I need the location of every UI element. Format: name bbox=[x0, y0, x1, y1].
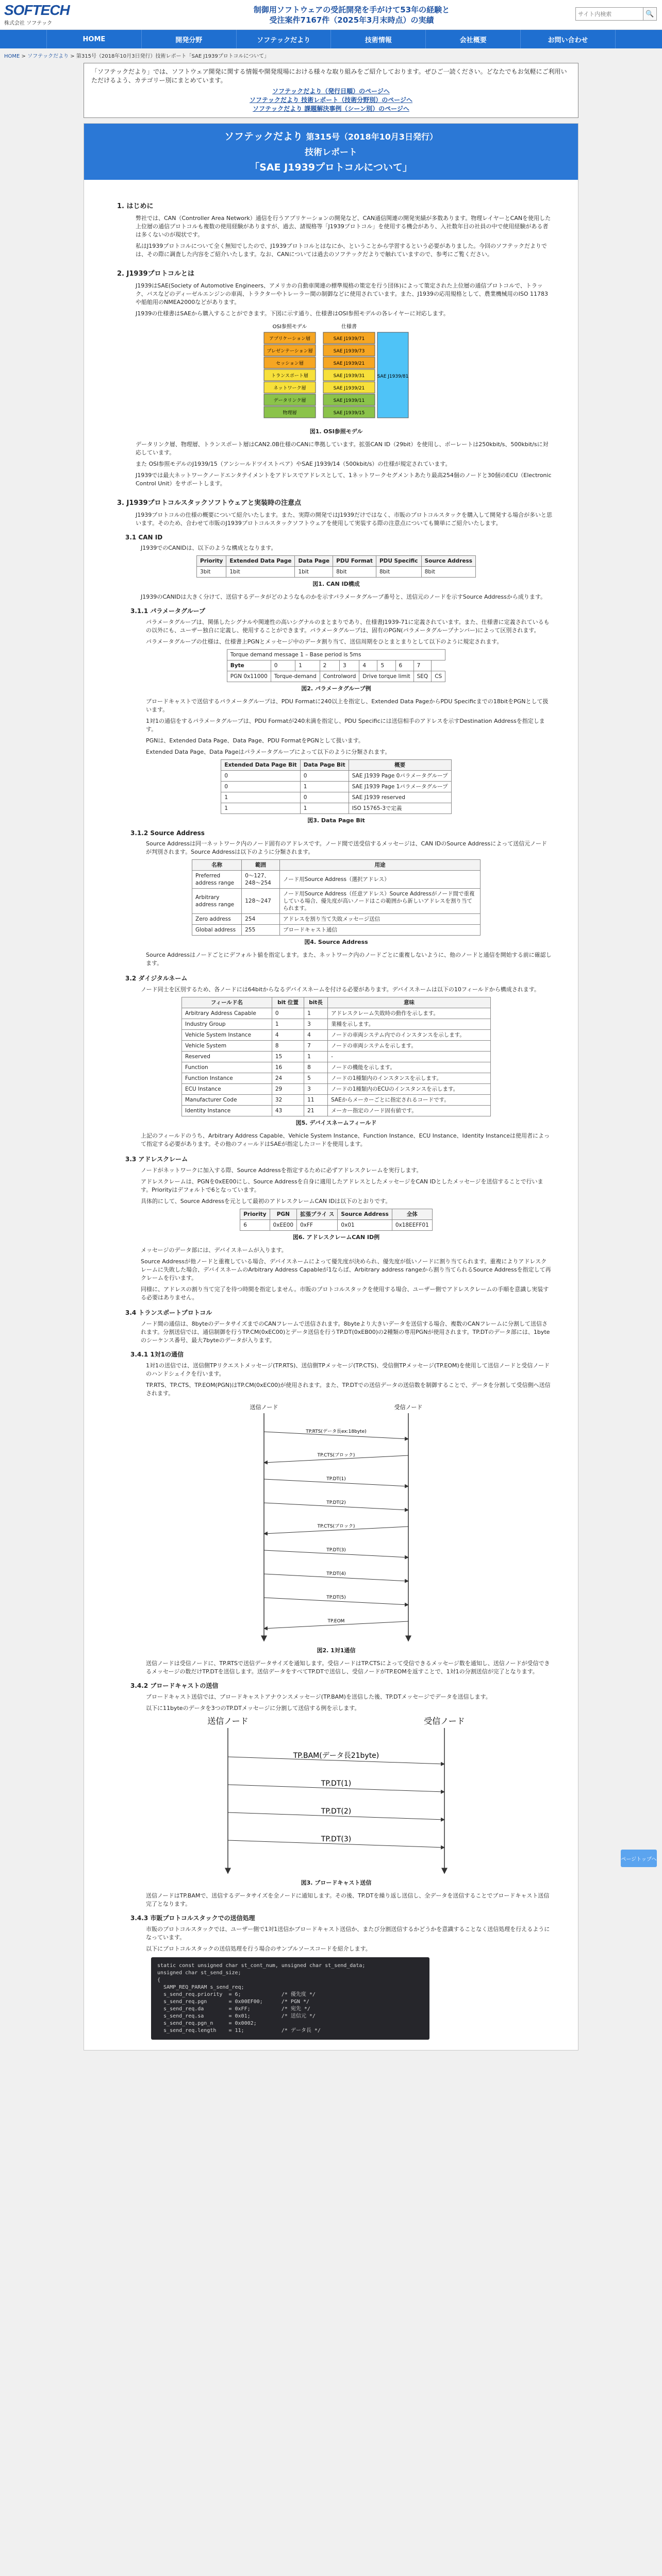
breadcrumb-home[interactable]: HOME bbox=[4, 54, 20, 59]
paragraph: アドレスクレームは、PGNを0xEE00にし、Source Addressを自身に適用したアドレスとしたメッセージをCAN IDとしたメッセージを送信することで行います。Priorityはデフォルトで6となっています。 bbox=[141, 1178, 543, 1193]
one-to-one-sequence-diagram bbox=[228, 1401, 444, 1643]
article-banner bbox=[84, 124, 578, 180]
table-cell: 8 bbox=[272, 1041, 304, 1052]
figure-caption: 図1. CAN ID構成 bbox=[312, 581, 360, 587]
table-cell: ISO 15765-3で定義 bbox=[349, 803, 451, 814]
paragraph: データリンク層、物理層、トランスポート層はCAN2.0B仕様のCANに準拠しています。拡張CAN ID（29bit）を使用し、ボーレートは250kbit/s、500kbit/sに対応しています。 bbox=[136, 441, 549, 456]
table-cell: 0xFF bbox=[297, 1220, 338, 1231]
paragraph: 1対1の通信をするパラメータグループは、PDU Formatが240未満を指定し、PDU Specificには送信相手のアドレスを示すDestination Addressを指定します。 bbox=[146, 718, 545, 733]
osi-header-model: OSI参照モデル bbox=[272, 324, 307, 330]
table-cell: 0 bbox=[271, 660, 295, 671]
code-line: static const unsigned char st_cont_num, unsigned char st_send_data; bbox=[157, 1963, 366, 1969]
table-cell: 254 bbox=[242, 914, 280, 925]
table-cell: ノードの1種類内のインスタンスを示します。 bbox=[328, 1073, 491, 1084]
osi-layer-label: トランスポート層 bbox=[271, 374, 308, 379]
notice-text: 「ソフテックだより」では、ソフトウェア開発に関する情報や開発現場における様々な取り組みをご紹介しております。ぜひご一読ください。どなたでもお気軽にご利用いただけるよう、カテゴリー別にまとめています。 bbox=[91, 68, 567, 84]
table-header: 意味 bbox=[328, 997, 491, 1008]
table-cell: Identity Instance bbox=[182, 1106, 272, 1116]
table-cell: ブロードキャスト通信 bbox=[280, 925, 481, 936]
table-cell: 業種を示します。 bbox=[328, 1019, 491, 1030]
table-row bbox=[221, 782, 451, 792]
table-row bbox=[182, 1008, 491, 1019]
osi-header-spec: 仕様書 bbox=[341, 324, 357, 330]
table-cell: 29 bbox=[272, 1084, 304, 1095]
table-cell: PGN 0x11000 bbox=[227, 671, 271, 682]
table-header: Data Page bbox=[295, 556, 333, 567]
table-cell: 32 bbox=[272, 1095, 304, 1106]
headline-line-2: 受注案件7167件（2025年3月末時点）の実績 bbox=[269, 15, 434, 25]
table-cell: 3 bbox=[340, 660, 359, 671]
table-cell: 1 bbox=[300, 782, 349, 792]
message-label: TP.DT(1) bbox=[321, 1780, 352, 1788]
table-cell: 1 bbox=[272, 1019, 304, 1030]
table-header: 概要 bbox=[349, 760, 451, 771]
nav-contact[interactable]: お問い合わせ bbox=[521, 30, 616, 48]
nav-tech-info[interactable]: 技術情報 bbox=[331, 30, 426, 48]
table-cell: 0 bbox=[221, 771, 300, 782]
table-cell: Torque-demand bbox=[271, 671, 320, 682]
table-row bbox=[182, 1062, 491, 1073]
receiver-label: 受信ノード bbox=[424, 1716, 465, 1726]
message-label: TP.DT(5) bbox=[326, 1595, 346, 1600]
message-label: TP.RTS(データ長ex:18byte) bbox=[306, 1429, 367, 1434]
message-label: TP.DT(1) bbox=[326, 1477, 346, 1482]
paragraph: J1939はSAE(Society of Automotive Engineers、アメリカの自動車関連の標準規格の策定を行う団体)によって策定された上位層の通信プロトコルで、トラック、バスなどのディーゼルエンジンの車両、トラクターやトレーラー間の制御などに使用されています。また、J1939の応用規格として、農業機械用のISO 11783や船舶用のNMEA2000などがあります。 bbox=[136, 282, 548, 306]
subsection-heading: 3.4 トランスポートプロトコル bbox=[125, 1309, 212, 1316]
subsection-heading: 3.1 CAN ID bbox=[125, 534, 163, 541]
main-nav bbox=[0, 30, 662, 48]
table-cell: 6 bbox=[395, 660, 413, 671]
spec-label: SAE J1939/73 bbox=[333, 349, 365, 354]
code-line: s_send_req.length = 11; /* データ長 */ bbox=[157, 2028, 321, 2033]
paragraph: 1対1の送信では、送信側TPリクエストメッセージ(TP.RTS)、送信側TPメッセージ(TP.CTS)、受信側TPメッセージ(TP.EOM)を使用して送信ノードと受信ノードのハンドシェイクを行います。 bbox=[146, 1362, 550, 1377]
table-row bbox=[221, 771, 451, 782]
spec-label: SAE J1939/21 bbox=[333, 361, 365, 366]
banner-topic: 「SAE J1939プロトコルについて」 bbox=[250, 162, 412, 173]
table-cell: 4 bbox=[304, 1030, 328, 1041]
table-cell: 1 bbox=[304, 1008, 328, 1019]
table-row bbox=[240, 1220, 433, 1231]
table-row bbox=[182, 1084, 491, 1095]
company-name: 株式会社 ソフテック bbox=[4, 21, 53, 26]
table-cell: 8bit bbox=[421, 567, 475, 578]
subsection-heading: 3.4.1 1対1の通信 bbox=[130, 1351, 184, 1358]
table-cell: 0 bbox=[300, 792, 349, 803]
table-cell: 8 bbox=[304, 1062, 328, 1073]
data-page-table bbox=[221, 759, 451, 814]
table-cell: Reserved bbox=[182, 1052, 272, 1062]
code-line: s_send_req.pgn = 0x00EF00; /* PGN */ bbox=[157, 1999, 310, 2005]
figure-caption: 図1. OSI参照モデル bbox=[309, 428, 363, 435]
table-cell: 1 bbox=[221, 803, 300, 814]
table-header: Extended Data Page Bit bbox=[221, 760, 300, 771]
table-cell: 1 bbox=[221, 792, 300, 803]
table-cell: 8bit bbox=[333, 567, 376, 578]
table-cell: 3 bbox=[304, 1019, 328, 1030]
table-cell: ノードの車両システムを示します。 bbox=[328, 1041, 491, 1052]
table-header: Extended Data Page bbox=[226, 556, 295, 567]
subsection-heading: 3.2 ダイジタルネーム bbox=[125, 975, 188, 982]
notice-link-by-scene[interactable]: ソフテックだより 課題解決事例（シーン別）のページへ bbox=[253, 105, 409, 112]
headline-line-1: 制御用ソフトウェアの受託開発を手がけて53年の経験と bbox=[253, 5, 450, 14]
table-cell: アドレスクレーム失敗時の動作を示します。 bbox=[328, 1008, 491, 1019]
paragraph: J1939プロトコルの仕様の概要について紹介いたします。また、実際の開発ではJ1939だけではなく、市販のプロトコルスタックを購入して開発する場合が多いと思います。そのため、合わせて市販のJ1939プロトコルスタックソフトウェアを使用して実装する際の注意点についても簡単にご紹介いたします。 bbox=[136, 512, 552, 527]
osi-layer-label: プレゼンテーション層 bbox=[267, 349, 313, 354]
table-cell: 0 bbox=[221, 782, 300, 792]
table-cell: Zero address bbox=[192, 914, 242, 925]
address-claim-table bbox=[240, 1209, 433, 1231]
table-row bbox=[221, 803, 451, 814]
paragraph: パラメータグループの仕様は、仕様書上PGNとメッセージ中のデータ割り当て、送信周期をひとまとまりとして以下のように規定されます。 bbox=[146, 638, 503, 645]
spec-side-label: SAE J1939/81 bbox=[377, 374, 409, 379]
message-label: TP.BAM(データ長21byte) bbox=[293, 1752, 379, 1760]
code-line: s_send_req.da = 0xFF; /* 宛先 */ bbox=[157, 2006, 310, 2012]
figure-caption: 図3. Data Page Bit bbox=[307, 817, 365, 824]
section-heading: 2. J1939プロトコルとは bbox=[117, 270, 195, 278]
table-cell: 0xEE00 bbox=[270, 1220, 297, 1231]
table-cell: 7 bbox=[413, 660, 432, 671]
table-row bbox=[182, 1030, 491, 1041]
table-cell: 128〜247 bbox=[242, 889, 280, 914]
table-header: 拡張プライ ス bbox=[297, 1209, 338, 1220]
table-header: bit 位置 bbox=[272, 997, 304, 1008]
table-cell: - bbox=[328, 1052, 491, 1062]
table-cell: Function Instance bbox=[182, 1073, 272, 1084]
message-label: TP.DT(3) bbox=[321, 1835, 352, 1843]
table-cell: Arbitrary address range bbox=[192, 889, 242, 914]
subsection-heading: 3.1.2 Source Address bbox=[130, 829, 205, 837]
banner-type: 技術レポート bbox=[305, 147, 357, 158]
table-cell: 255 bbox=[242, 925, 280, 936]
table-cell: 1bit bbox=[295, 567, 333, 578]
code-line: SAMP_REQ_PARAM s_send_req; bbox=[157, 1985, 244, 1990]
article-content bbox=[84, 180, 578, 2050]
table-row bbox=[182, 1095, 491, 1106]
osi-layer-label: アプリケーション層 bbox=[269, 336, 311, 342]
breadcrumb-section[interactable]: ソフテックだより bbox=[27, 54, 69, 59]
table-row bbox=[192, 914, 481, 925]
table-cell: 0x18EEFF01 bbox=[392, 1220, 432, 1231]
paragraph: また OSI参照モデルのJ1939/15（アンシールドツイストペア）やSAE J1939/14（500kbit/s）の仕様が規定されています。 bbox=[136, 461, 451, 467]
message-label: TP.DT(2) bbox=[321, 1807, 352, 1816]
table-cell: 15 bbox=[272, 1052, 304, 1062]
figure-caption: 図2. パラメータグループ例 bbox=[301, 685, 371, 692]
breadcrumb bbox=[0, 48, 662, 60]
table-cell: 24 bbox=[272, 1073, 304, 1084]
message-label: TP.DT(3) bbox=[326, 1548, 346, 1553]
paragraph: Source Addressが他ノードと重複している場合、デバイスネームによって優先度が決められ、優先度が低いノードに割り当てられます。重複によりアドレスクレームに失敗した場合、デバイスネームのArbitrary Address Capableが1ならば、Arbitrary address rangeから割り当てられるSource Addressを指定して再クレームを行います。 bbox=[141, 1258, 551, 1281]
table-header: bit長 bbox=[304, 997, 328, 1008]
paragraph: 送信ノードはTP.BAMで、送信するデータサイズを全ノードに通知します。その後、TP.DTを繰り返し送信し、全データを送信することでブロードキャスト送信完了となります。 bbox=[146, 1892, 550, 1907]
can-id-table bbox=[196, 555, 476, 578]
paragraph: 送信ノードは受信ノードに、TP.RTSで送信データサイズを通知します。受信ノードはTP.CTSによって受信できるメッセージ数を通知し、送信ノードが受信できるメッセージの数だけTP.DTを送信します。送信データをすべてTP.DTで送信し、受信ノードがTP.EOMを返すことで、1対1の分割送信が完了となります。 bbox=[146, 1660, 550, 1675]
paragraph: メッセージのデータ部には、デバイスネームが入ります。 bbox=[141, 1247, 287, 1253]
spec-label: SAE J1939/15 bbox=[333, 411, 365, 416]
figure-caption: 図3. ブロードキャスト送信 bbox=[301, 1879, 372, 1886]
table-cell: 7 bbox=[304, 1041, 328, 1052]
table-cell: Vehicle System bbox=[182, 1041, 272, 1052]
table-row bbox=[221, 792, 451, 803]
table-cell: SAE J1939 Page 0パラメータグループ bbox=[349, 771, 451, 782]
section-heading: 3. J1939プロトコルスタックソフトウェアと実装時の注意点 bbox=[117, 499, 302, 507]
table-header: PDU Format bbox=[333, 556, 376, 567]
table-cell: SAE J1939 Page 1パラメータグループ bbox=[349, 782, 451, 792]
table-cell: 4 bbox=[272, 1030, 304, 1041]
message-label: TP.EOM bbox=[327, 1619, 345, 1624]
osi-model-diagram bbox=[259, 321, 413, 424]
parameter-group-table bbox=[227, 649, 445, 682]
table-header: PGN bbox=[270, 1209, 297, 1220]
message-label: TP.DT(2) bbox=[326, 1500, 346, 1505]
osi-layer-label: 物理層 bbox=[283, 411, 297, 416]
table-cell: Drive torque limit bbox=[359, 671, 413, 682]
section-heading: 1. はじめに bbox=[117, 202, 154, 210]
search-input[interactable] bbox=[575, 7, 643, 21]
table-header: 全体 bbox=[392, 1209, 432, 1220]
code-line: { bbox=[157, 1977, 161, 1983]
table-header: 名称 bbox=[192, 860, 242, 871]
table-header: Priority bbox=[197, 556, 226, 567]
paragraph: TP.RTS、TP.CTS、TP.EOM(PGN)はTP.CM(0xEC00)が使用されます。また、TP.DTでの送信データの送信数を制御することで、データを分割して受信側へ送信されます。 bbox=[146, 1382, 551, 1397]
site-header bbox=[0, 0, 662, 30]
table-cell: アドレスを割り当て失敗メッセージ送信 bbox=[280, 914, 481, 925]
brand-name: SOFTECH bbox=[4, 2, 70, 18]
table-cell: ノードの1種類内のECUのインスタンスを示します。 bbox=[328, 1084, 491, 1095]
breadcrumb-sep: > bbox=[20, 54, 28, 59]
table-cell: Global address bbox=[192, 925, 242, 936]
figure-caption: 図5. デバイスネームフィールド bbox=[295, 1120, 377, 1126]
table-cell: 0 bbox=[272, 1008, 304, 1019]
nav-company[interactable]: 会社概要 bbox=[426, 30, 521, 48]
table-cell: 43 bbox=[272, 1106, 304, 1116]
table-cell: ECU Instance bbox=[182, 1084, 272, 1095]
table-cell: ノードの車両システム内でのインスタンスを示します。 bbox=[328, 1030, 491, 1041]
table-header: フィールド名 bbox=[182, 997, 272, 1008]
nav-newsletter[interactable]: ソフテックだより bbox=[237, 30, 332, 48]
code-line: s_send_req.sa = 0x01; /* 送信元 */ bbox=[157, 2013, 316, 2019]
table-cell: ノード用Source Address（任意アドレス）Source Addressがノード間で重複している場合、優先度が高いノードはこの範囲から新しいアドレスを割り当てられます。 bbox=[280, 889, 481, 914]
table-cell: SEQ bbox=[413, 671, 432, 682]
paragraph: ブロードキャスト送信では、ブロードキャストアナウンスメッセージ(TP.BAM)を送信した後、TP.DTメッセージでデータを送信します。 bbox=[146, 1693, 491, 1700]
broadcast-sequence-diagram bbox=[192, 1716, 481, 1875]
message-label: TP.DT(4) bbox=[326, 1571, 346, 1577]
paragraph: J1939の仕様書はSAEから購入することができます。下図に示す通り、仕様書はOSI参照モデルの各レイヤーに対応します。 bbox=[136, 310, 449, 317]
table-cell: Byte bbox=[227, 660, 271, 671]
subsection-heading: 3.4.3 市販プロトコルスタックでの送信処理 bbox=[130, 1914, 255, 1922]
table-cell: SAEからメーカーごとに指定されるコードです。 bbox=[328, 1095, 491, 1106]
table-header: 用途 bbox=[280, 860, 481, 871]
table-row bbox=[182, 1073, 491, 1084]
table-cell: Torque demand message 1 – Base period is 5ms bbox=[227, 650, 445, 660]
paragraph: 具体的にして、Source Addressを元として最初のアドレスクレームCAN IDは以下のとおりです。 bbox=[141, 1198, 391, 1205]
table-row bbox=[182, 1019, 491, 1030]
page-top-button[interactable]: ページトップへ bbox=[621, 1850, 657, 1867]
message-label: TP.CTS(ブロック) bbox=[317, 1453, 355, 1458]
paragraph: 市販のプロトコルスタックでは、ユーザー側で1対1送信かブロードキャスト送信か、またび分割送信するかどうかを意識することなく送信処理を行えるようになっています。 bbox=[146, 1926, 550, 1941]
table-cell: 1 bbox=[300, 803, 349, 814]
paragraph: J1939でのCANIDは、以下のような構成となります。 bbox=[141, 545, 277, 551]
table-cell: 16 bbox=[272, 1062, 304, 1073]
table-cell: 5 bbox=[377, 660, 395, 671]
notice-links bbox=[91, 87, 571, 113]
search-button[interactable]: 🔍 bbox=[643, 7, 657, 21]
banner-title-line bbox=[84, 129, 578, 143]
osi-layer-label: セッション層 bbox=[276, 361, 304, 366]
table-cell: 4 bbox=[359, 660, 377, 671]
paragraph: 以下にプロトコルスタックの送信処理を行う場合のサンプルソースコードを紹介します。 bbox=[146, 1945, 371, 1952]
article bbox=[84, 123, 578, 2050]
table-header: 範囲 bbox=[242, 860, 280, 871]
table-row bbox=[182, 1041, 491, 1052]
subsection-heading: 3.4.2 ブロードキャストの送信 bbox=[130, 1682, 219, 1689]
paragraph: Source Addressはノードごとにデフォルト値を指定します。また、ネットワーク内のノードごとに重複しないように、他のノードと通信を開始する前に確認します。 bbox=[146, 952, 552, 967]
paragraph: 同様に、アドレスの割り当て完了を待つ時間を指定しません。市販のプロトコルスタックを使用する場合、ユーザー側でアドレスクレームの手順を意識し実装する必要はありません。 bbox=[141, 1286, 549, 1301]
device-name-table bbox=[181, 997, 491, 1116]
site-headline bbox=[41, 5, 662, 25]
table-cell: 11 bbox=[304, 1095, 328, 1106]
paragraph: J1939のCANIDは大きく分けて、送信するデータがどのようなものかを示すパラメータグループ番号と、送信元のノードを示すSource Addressから成ります。 bbox=[141, 594, 546, 600]
source-address-table bbox=[192, 859, 481, 936]
table-row bbox=[192, 889, 481, 914]
table-cell: SAE J1939 reserved bbox=[349, 792, 451, 803]
banner-title: ソフテックだより bbox=[224, 131, 303, 142]
table-header: Source Address bbox=[421, 556, 475, 567]
table-cell: 1 bbox=[295, 660, 320, 671]
table-cell: 6 bbox=[240, 1220, 270, 1231]
paragraph: ブロードキャストで送信するパラメータグループは、PDU Formatに240以上を指定し、Extended Data PageからPDU Specificまでの18bitをPGNとして扱います。 bbox=[146, 698, 549, 713]
table-header: Source Address bbox=[338, 1209, 392, 1220]
table-header: Priority bbox=[240, 1209, 270, 1220]
paragraph: ノードがネットワークに加入する際、Source Addressを指定するために必ずアドレスクレームを実行します。 bbox=[141, 1167, 422, 1174]
code-line: s_send_req.priority = 6; /* 優先度 */ bbox=[157, 1992, 316, 1997]
table-header: Data Page Bit bbox=[300, 760, 349, 771]
site-search bbox=[575, 7, 657, 21]
notice-link-by-tech[interactable]: ソフテックだより 技術レポート（技術分野別）のページへ bbox=[250, 96, 412, 104]
nav-fields[interactable]: 開発分野 bbox=[142, 30, 237, 48]
table-cell: 21 bbox=[304, 1106, 328, 1116]
spec-label: SAE J1939/11 bbox=[333, 398, 365, 403]
paragraph: 以下に11byteのデータを3つのTP.DTメッセージに分割して送信する例を示します。 bbox=[146, 1705, 360, 1711]
table-cell: ノード用Source Address（選択アドレス） bbox=[280, 871, 481, 889]
breadcrumb-sep: > bbox=[69, 54, 76, 59]
receiver-label: 受信ノード bbox=[394, 1404, 423, 1411]
paragraph: 私はJ1939プロトコルについて全く無知でしたので、J1939プロトコルとはなにか、ということから学習するという必要がありました。今回のソフテックだよりでは、その際に調査した内容をご紹介いたします。なお、CANについては過去のソフテックだよりで触れていますので、参考にご覧ください。 bbox=[136, 243, 547, 258]
table-cell: Function bbox=[182, 1062, 272, 1073]
table-cell: 3 bbox=[304, 1084, 328, 1095]
paragraph: Source Addressは同一ネットワーク内のノード固有のアドレスです。ノード間で送受信するメッセージは、CAN IDのSource Addressによって送信元ノードが判別されます。Source Addressは以下のように分類されます。 bbox=[146, 840, 547, 855]
table-cell: Arbitrary Address Capable bbox=[182, 1008, 272, 1019]
table-header: PDU Specific bbox=[376, 556, 421, 567]
table-cell: 5 bbox=[304, 1073, 328, 1084]
sample-code-block bbox=[151, 1957, 429, 2040]
table-cell: Vehicle System Instance bbox=[182, 1030, 272, 1041]
sender-label: 送信ノード bbox=[207, 1716, 249, 1726]
paragraph: Extended Data Page、Data Pageはパラメータグループによって以下のように分類されます。 bbox=[146, 749, 391, 755]
breadcrumb-current: 第315号（2018年10月3日発行）技術レポート「SAE J1939プロトコルについて」 bbox=[76, 54, 270, 59]
spec-label: SAE J1939/71 bbox=[333, 336, 365, 342]
nav-home[interactable]: HOME bbox=[46, 30, 142, 48]
paragraph: パラメータグループは、関係したシグナルや関連性の高いシグナルのまとまりであり、仕様書J1939-71に定義されています。また、仕様書に定義されているもの以外にも、ユーザー独自に定義し、使用することができます。パラメータグループは、固有のPGN(パラメータグループナンバー)によって区別されます。 bbox=[146, 619, 550, 634]
table-row bbox=[192, 925, 481, 936]
notice-link-by-date[interactable]: ソフテックだより（発行日順）のページへ bbox=[272, 88, 390, 95]
notice-box bbox=[84, 63, 578, 118]
table-cell: ノードの機能を示します。 bbox=[328, 1062, 491, 1073]
table-cell: 1 bbox=[304, 1052, 328, 1062]
code-line: unsigned char st_send_size; bbox=[157, 1970, 241, 1976]
paragraph: J1939では最大ネットワークノードエンタテイメントをアドレスでアドレスとして、1ネットワークセグメントあたり最高254個のノードと30個のECU（Electronic Control Unit）をサポートします。 bbox=[136, 472, 552, 487]
table-cell: 2 bbox=[320, 660, 339, 671]
table-cell: 0〜127、248〜254 bbox=[242, 871, 280, 889]
paragraph: 上記のフィールドのうち、Arbitrary Address Capable、Vehicle System Instance、Function Instance、ECU Instance、Identity Instanceは使用者によって指定する必要があります。その他のフィールドはSAEが指定したコードを使用します。 bbox=[141, 1132, 550, 1147]
table-cell: 3bit bbox=[197, 567, 226, 578]
table-row bbox=[182, 1106, 491, 1116]
table-row bbox=[192, 871, 481, 889]
sender-label: 送信ノード bbox=[250, 1404, 278, 1411]
paragraph: PGNは、Extended Data Page、Data Page、PDU FormatをPGNとして扱います。 bbox=[146, 737, 364, 744]
table-cell: 8bit bbox=[376, 567, 421, 578]
table-cell: 0 bbox=[300, 771, 349, 782]
figure-caption: 図6. アドレスクレームCAN ID例 bbox=[292, 1234, 380, 1241]
table-cell: Controlword bbox=[320, 671, 359, 682]
subsection-heading: 3.1.1 パラメータグループ bbox=[130, 607, 206, 615]
figure-caption: 図2. 1対1通信 bbox=[317, 1647, 356, 1654]
table-row bbox=[182, 1052, 491, 1062]
paragraph: ノード間の通信は、8byteのデータサイズまでのCANフレームで送信されます。8byteより大きいデータを送信する場合、複数のCANフレームに分割して送信されます。分割送信では、通信制御を行うTP.CM(0xEC00)とデータ送信を行うTP.DT(0xEB00)の2種類の専用PGNが使用されます。TP.DTのデータ部には、1byteのシーケンス番号、最大7byteのデータが入ります。 bbox=[141, 1320, 550, 1344]
subsection-heading: 3.3 アドレスクレーム bbox=[125, 1156, 188, 1163]
banner-issue: 第315号（2018年10月3日発行） bbox=[306, 132, 438, 142]
table-cell: 0x01 bbox=[338, 1220, 392, 1231]
table-cell: Preferred address range bbox=[192, 871, 242, 889]
table-cell: Manufacturer Code bbox=[182, 1095, 272, 1106]
table-cell: Industry Group bbox=[182, 1019, 272, 1030]
paragraph: ノード同士を区別するため、各ノードには64bitからなるデバイスネームを付ける必要があります。デバイスネームは以下の10フィールドから構成されます。 bbox=[141, 986, 540, 993]
spec-label: SAE J1939/31 bbox=[333, 374, 365, 379]
osi-layer-label: データリンク層 bbox=[273, 398, 306, 403]
osi-layer-label: ネットワーク層 bbox=[273, 386, 306, 391]
table-cell: CS bbox=[432, 671, 445, 682]
paragraph: 弊社では、CAN（Controller Area Network）通信を行うアプリケーションの開発など、CAN通信関連の開発実績が多数あります。物理レイヤーとCANを使用した上位層の通信プロトコルも複数の使用経験がありますが、過去、諸規格等「J1939プロトコル」を使用する機会があり、入社数年目の社員の中で使用経験がある者は多くないのが現状です。 bbox=[136, 215, 551, 238]
message-label: TP.CTS(ブロック) bbox=[317, 1524, 355, 1529]
table-cell: 1bit bbox=[226, 567, 295, 578]
code-line: s_send_req.pgn_n = 0x0002; bbox=[157, 2021, 257, 2026]
table-cell: メーカー指定のノード固有値です。 bbox=[328, 1106, 491, 1116]
spec-label: SAE J1939/21 bbox=[333, 386, 365, 391]
figure-caption: 図4. Source Address bbox=[304, 939, 368, 945]
